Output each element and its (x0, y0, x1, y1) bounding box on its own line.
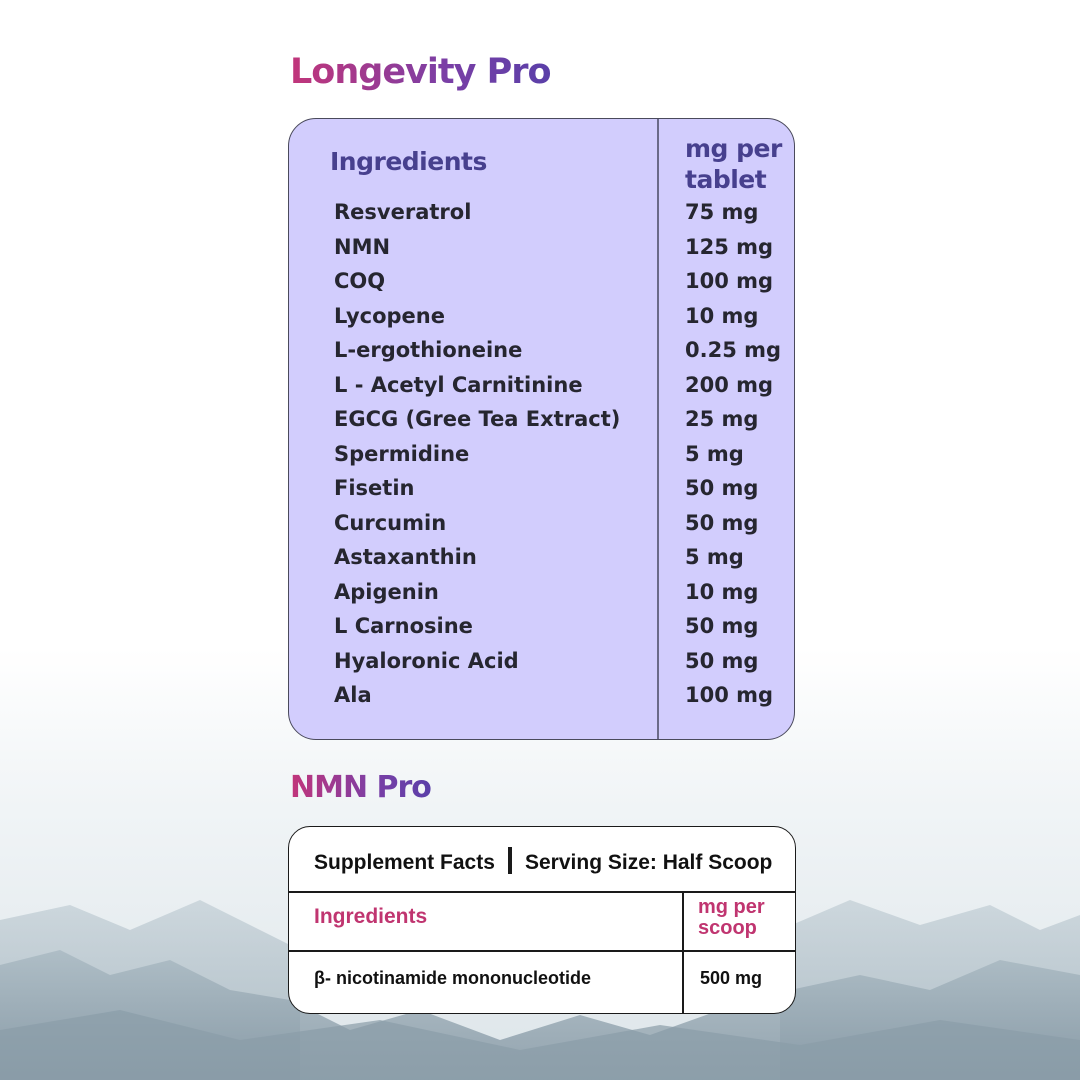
ingredient-amount: 10 mg (685, 303, 759, 328)
ingredient-amount: 25 mg (685, 407, 759, 431)
table-row (289, 338, 794, 372)
table-row (289, 235, 794, 269)
serving-size-label: Serving Size: Half Scoop (525, 851, 773, 874)
longevity-pro-table (288, 118, 795, 740)
ingredients-header: Ingredients (330, 147, 487, 176)
ingredient-amount: 50 mg (685, 614, 759, 638)
table-row (289, 683, 794, 717)
ingredient-amount: 50 mg (685, 648, 759, 673)
supplement-facts-label: Supplement Facts (314, 851, 495, 874)
table-row (289, 200, 794, 234)
ingredient-name: Astaxanthin (334, 545, 477, 569)
table-row (289, 545, 794, 579)
table-row (289, 269, 794, 303)
ingredient-name: β- nicotinamide mononucleotide (314, 968, 591, 988)
ingredient-name: COQ (334, 269, 386, 293)
ingredient-name: Resveratrol (334, 200, 472, 224)
nmn-pro-supplement-facts (288, 826, 796, 1014)
table-row (289, 407, 794, 441)
ingredient-name: Apigenin (334, 579, 439, 604)
ingredient-amount: 100 mg (685, 269, 774, 293)
ingredient-amount: 100 mg (685, 683, 774, 707)
ingredient-name: Hyaloronic Acid (334, 648, 519, 673)
nmn-pro-title: NMN Pro (290, 770, 431, 805)
ingredient-name: EGCG (Gree Tea Extract) (334, 407, 621, 431)
ingredient-amount: 5 mg (685, 441, 744, 466)
mg-per-scoop-header: mg per scoop (698, 896, 765, 939)
ingredient-amount: 75 mg (685, 200, 759, 224)
ingredient-name: Spermidine (334, 441, 470, 466)
table-row (289, 304, 794, 338)
ingredient-amount: 200 mg (685, 372, 774, 397)
ingredient-amount: 5 mg (685, 545, 744, 569)
table-row (289, 649, 794, 683)
ingredient-name: Fisetin (334, 476, 415, 500)
table-row (289, 476, 794, 510)
table-row (289, 442, 794, 476)
ingredient-name: NMN (334, 234, 391, 259)
header-separator (508, 847, 512, 874)
longevity-pro-title: Longevity Pro (290, 52, 551, 92)
ingredient-name: Lycopene (334, 303, 445, 328)
ingredient-amount: 0.25 mg (685, 338, 782, 362)
ingredient-amount: 125 mg (685, 234, 774, 259)
divider (289, 950, 795, 952)
ingredient-name: Ala (334, 683, 372, 707)
ingredient-name: Curcumin (334, 510, 447, 535)
column-divider (682, 891, 684, 1014)
ingredient-amount: 50 mg (685, 476, 759, 500)
table-row (289, 373, 794, 407)
ingredient-name: L-ergothioneine (334, 338, 523, 362)
ingredient-name: L - Acetyl Carnitinine (334, 372, 583, 397)
ingredient-amount: 50 mg (685, 510, 759, 535)
mg-per-tablet-header: mg per tablet (685, 134, 782, 194)
ingredient-name: L Carnosine (334, 614, 473, 638)
divider (289, 891, 795, 893)
ingredient-amount: 10 mg (685, 579, 759, 604)
ingredients-header: Ingredients (314, 905, 428, 928)
table-row (289, 580, 794, 614)
ingredient-amount: 500 mg (700, 968, 763, 988)
table-row (289, 511, 794, 545)
table-row (289, 614, 794, 648)
